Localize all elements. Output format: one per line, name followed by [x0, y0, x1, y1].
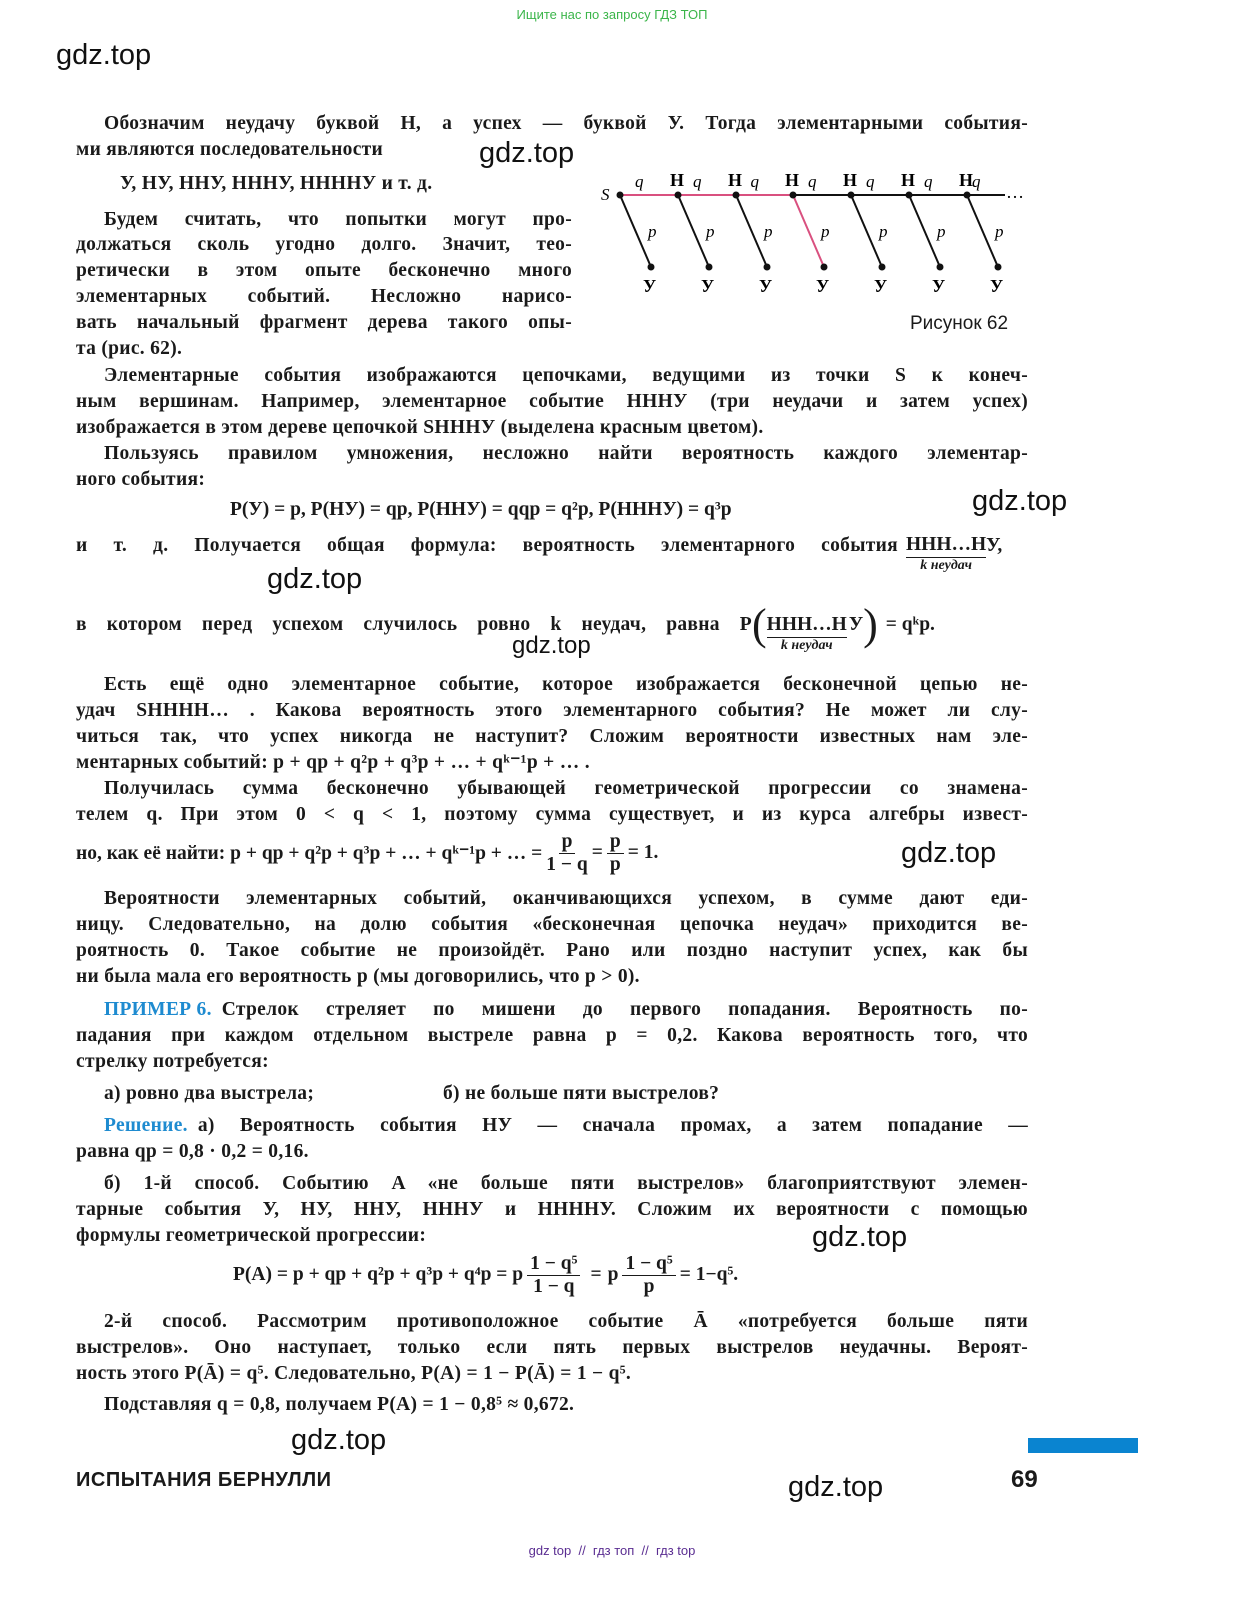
edge-label-p: p	[995, 222, 1004, 241]
fraction	[527, 1253, 580, 1298]
text-line: в котором перед успехом случилось ровно k неудач, равна P	[76, 614, 752, 635]
tree-node	[675, 192, 682, 199]
text-line: Подставляя q = 0,8, получаем P(A) = 1 − 0,8⁵ ≈ 0,672.	[104, 1394, 575, 1415]
watermark: gdz.top	[291, 1424, 387, 1456]
numerator: p	[559, 831, 576, 854]
text-line: Пользуясь правилом умножения, несложно найти вероятность каждого элементар-	[104, 443, 1028, 464]
tree-node	[821, 264, 828, 271]
root-label: S	[601, 185, 610, 204]
tree-node	[648, 264, 655, 271]
denominator: 1 − q	[533, 1275, 575, 1297]
edge-label-p: p	[706, 222, 715, 241]
text-line: должаться сколь угодно долго. Значит, тео-	[76, 234, 572, 255]
node-label-success: У	[874, 276, 888, 296]
text-line: ницу. Следовательно, на долю события «бесконечная цепочка неудач» приходится ве-	[76, 914, 1028, 935]
tree-node	[733, 192, 740, 199]
text-line: ретически в этом опыте бесконечно много	[76, 260, 572, 281]
probability-tree-diagram	[590, 160, 1040, 300]
event-chain	[906, 533, 1002, 574]
chain-text: ННН…Н	[767, 613, 847, 638]
text-line: выстрелов». Оно наступает, только если пять первых выстрелов неудачны. Вероят-	[76, 1337, 1028, 1358]
text-line: ми являются последовательности	[76, 139, 384, 160]
chapter-title: ИСПЫТАНИЯ БЕРНУЛЛИ	[76, 1469, 332, 1491]
tree-edge-success	[620, 195, 651, 267]
text-line: тарные события У, НУ, ННУ, НННУ и ННННУ. Сложим их вероятности с помощью	[76, 1199, 1028, 1220]
watermark: gdz.top	[788, 1471, 884, 1503]
node-label-success: У	[932, 276, 946, 296]
node-label-success: У	[701, 276, 715, 296]
page-number: 69	[1011, 1466, 1038, 1493]
search-hint: Ищите нас по запросу ГДЗ ТОП	[516, 7, 708, 22]
paren: )	[863, 600, 878, 649]
text-line: та (рис. 62).	[76, 338, 183, 359]
equals: =	[590, 1264, 602, 1285]
tree-node	[764, 264, 771, 271]
formula-sum	[76, 828, 658, 878]
edge-label-p: p	[648, 222, 657, 241]
formula-result: = qᵏp.	[885, 614, 935, 635]
tree-node	[937, 264, 944, 271]
edge-label-q: q	[808, 172, 817, 191]
numerator: p	[607, 831, 624, 854]
edge-label-p: p	[937, 222, 946, 241]
tree-node	[790, 192, 797, 199]
node-label-success: У	[816, 276, 830, 296]
node-label-fail: Н	[959, 170, 974, 190]
tree-edge-success	[736, 195, 767, 267]
formula: P(У) = p, P(НУ) = qp, P(ННУ) = qqp = q²p, P(НННУ) = q³p	[230, 499, 732, 520]
node-label-fail: Н	[901, 170, 916, 190]
tree-node	[906, 192, 913, 199]
question-b: б) не больше пяти выстрелов?	[443, 1083, 720, 1104]
chain-text: ННН…Н	[906, 533, 986, 558]
node-label-fail: Н	[785, 170, 800, 190]
text-line: формулы геометрической прогрессии:	[76, 1225, 427, 1246]
text-line: и т. д. Получается общая формула: вероятность элементарного события	[76, 535, 898, 556]
text-line: Получилась сумма бесконечно убывающей геометрической прогрессии со знамена-	[104, 778, 1028, 799]
chain-label: k неудач	[780, 637, 833, 653]
fraction	[622, 1253, 675, 1298]
text-line: ным вершинам. Например, элементарное событие НННУ (три неудачи и затем успех)	[76, 391, 1028, 412]
example-heading	[104, 997, 1028, 1023]
text-line: изображается в этом дереве цепочкой SНННУ (выделена красным цветом).	[76, 417, 764, 438]
chain-end: У	[986, 535, 998, 556]
watermark: gdz.top	[479, 137, 575, 169]
text-line: Обозначим неудачу буквой Н, а успех — буквой У. Тогда элементарными события-	[104, 113, 1028, 134]
text-line: ментарных событий: p + qp + q²p + q³p + … + qᵏ⁻¹p + … .	[76, 752, 590, 773]
text-line: вать начальный фрагмент дерева такого опы-	[76, 312, 572, 333]
formula-geometric	[233, 1250, 738, 1300]
text-line: ного события:	[76, 469, 206, 490]
comma: ,	[997, 535, 1003, 556]
text-line: Есть ещё одно элементарное событие, которое изображается бесконечной цепью не-	[104, 674, 1028, 695]
sum-text: но, как её найти: p + qp + q²p + q³p + … + qᵏ⁻¹p + … =	[76, 843, 543, 864]
tree-node	[879, 264, 886, 271]
text-line: равна qp = 0,8 · 0,2 = 0,16.	[76, 1141, 309, 1162]
watermark: gdz.top	[512, 632, 591, 659]
fraction	[546, 831, 587, 876]
ellipsis: …	[1006, 182, 1024, 202]
watermark: gdz.top	[812, 1221, 908, 1253]
tree-edge-success	[793, 195, 824, 267]
paren: (	[752, 600, 767, 649]
node-label-success: У	[990, 276, 1004, 296]
edge-label-p: p	[764, 222, 773, 241]
numerator: 1 − q⁵	[622, 1253, 675, 1276]
node-label-success: У	[759, 276, 773, 296]
tree-node	[964, 192, 971, 199]
formula-k-failures	[752, 582, 935, 668]
p: p	[607, 1264, 619, 1285]
denominator: p	[643, 1275, 655, 1297]
text-line: Элементарные события изображаются цепочками, ведущими из точки S к конеч-	[104, 365, 1028, 386]
chain-end: У	[848, 614, 864, 635]
text-line: б) 1-й способ. Событию A «не больше пяти выстрелов» благоприятствуют элемен-	[104, 1173, 1028, 1194]
watermark: gdz.top	[267, 563, 363, 595]
text-line: падания при каждом отдельном выстреле равна p = 0,2. Какова вероятность того, что	[76, 1025, 1028, 1046]
edge-label-q: q	[972, 172, 981, 191]
edge-label-q: q	[924, 172, 933, 191]
node-label-fail: Н	[670, 170, 685, 190]
denominator: p	[609, 853, 621, 875]
equals: =	[591, 842, 603, 863]
edge-label-p: p	[879, 222, 888, 241]
watermark: gdz.top	[972, 485, 1068, 517]
text-line: У, НУ, ННУ, НННУ, ННННУ и т. д.	[120, 173, 433, 194]
formula-text: P(A) = p + qp + q²p + q³p + q⁴p = p	[233, 1264, 524, 1285]
text-line: стрелку потребуется:	[76, 1051, 269, 1072]
numerator: 1 − q⁵	[527, 1253, 580, 1276]
equals-one: = 1.	[627, 842, 659, 863]
fraction	[607, 831, 624, 876]
text-line: элементарных событий. Несложно нарисо-	[76, 286, 572, 307]
text-line: а) Вероятность события НУ — сначала промах, а затем попадание —	[197, 1115, 1028, 1136]
edge-label-q: q	[635, 172, 644, 191]
tree-node	[848, 192, 855, 199]
edge-label-q: q	[693, 172, 702, 191]
formula-result: = 1−q⁵.	[679, 1264, 739, 1285]
tree-edge-success	[851, 195, 882, 267]
text-line: роятность 0. Такое событие не произойдёт. Рано или поздно наступит успех, как бы	[76, 940, 1028, 961]
tree-edge-success	[967, 195, 998, 267]
text-line: читься так, что успех никогда не наступит? Сложим вероятности известных нам эле-	[76, 726, 1028, 747]
text-line: ность этого P(Ā) = q⁵. Следовательно, P(A) = 1 − P(Ā) = 1 − q⁵.	[76, 1363, 632, 1384]
node-label-success: У	[643, 276, 657, 296]
edge-label-q: q	[750, 172, 759, 191]
text-line: телем q. При этом 0 < q < 1, поэтому сумма существует, и из курса алгебры извест-	[76, 804, 1028, 825]
tree-node	[617, 192, 624, 199]
figure-caption: Рисунок 62	[910, 313, 1009, 334]
node-label-fail: Н	[728, 170, 743, 190]
node-label-fail: Н	[843, 170, 858, 190]
text-line: удач SНННН… . Какова вероятность этого элементарного события? Не может ли слу-	[76, 700, 1028, 721]
tree-node	[706, 264, 713, 271]
solution-heading	[104, 1113, 1028, 1139]
question-a: а) ровно два выстрела;	[104, 1083, 315, 1104]
text-line: Стрелок стреляет по мишени до первого попадания. Вероятность по-	[221, 999, 1028, 1020]
tree-node	[995, 264, 1002, 271]
edge-label-p: p	[821, 222, 830, 241]
tree-edge-success	[909, 195, 940, 267]
footer-links[interactable]: gdz top // гдз топ // гдз top	[528, 1543, 696, 1558]
edge-label-q: q	[866, 172, 875, 191]
watermark: gdz.top	[901, 837, 997, 869]
text-line: Вероятности элементарных событий, оканчивающихся успехом, в сумме дают еди-	[104, 888, 1028, 909]
watermark: gdz.top	[56, 39, 152, 71]
tree-edge-success	[678, 195, 709, 267]
text-line: ни была мала его вероятность p (мы договорились, что p > 0).	[76, 966, 640, 987]
chain-label: k неудач	[920, 558, 972, 573]
accent-bar	[1028, 1438, 1138, 1453]
denominator: 1 − q	[546, 853, 588, 875]
text-line: Будем считать, что попытки могут про-	[104, 209, 572, 230]
example-label: ПРИМЕР 6.	[104, 999, 212, 1020]
solution-label: Решение.	[104, 1115, 188, 1136]
text-line: 2-й способ. Рассмотрим противоположное событие Ā «потребуется больше пяти	[104, 1311, 1028, 1332]
